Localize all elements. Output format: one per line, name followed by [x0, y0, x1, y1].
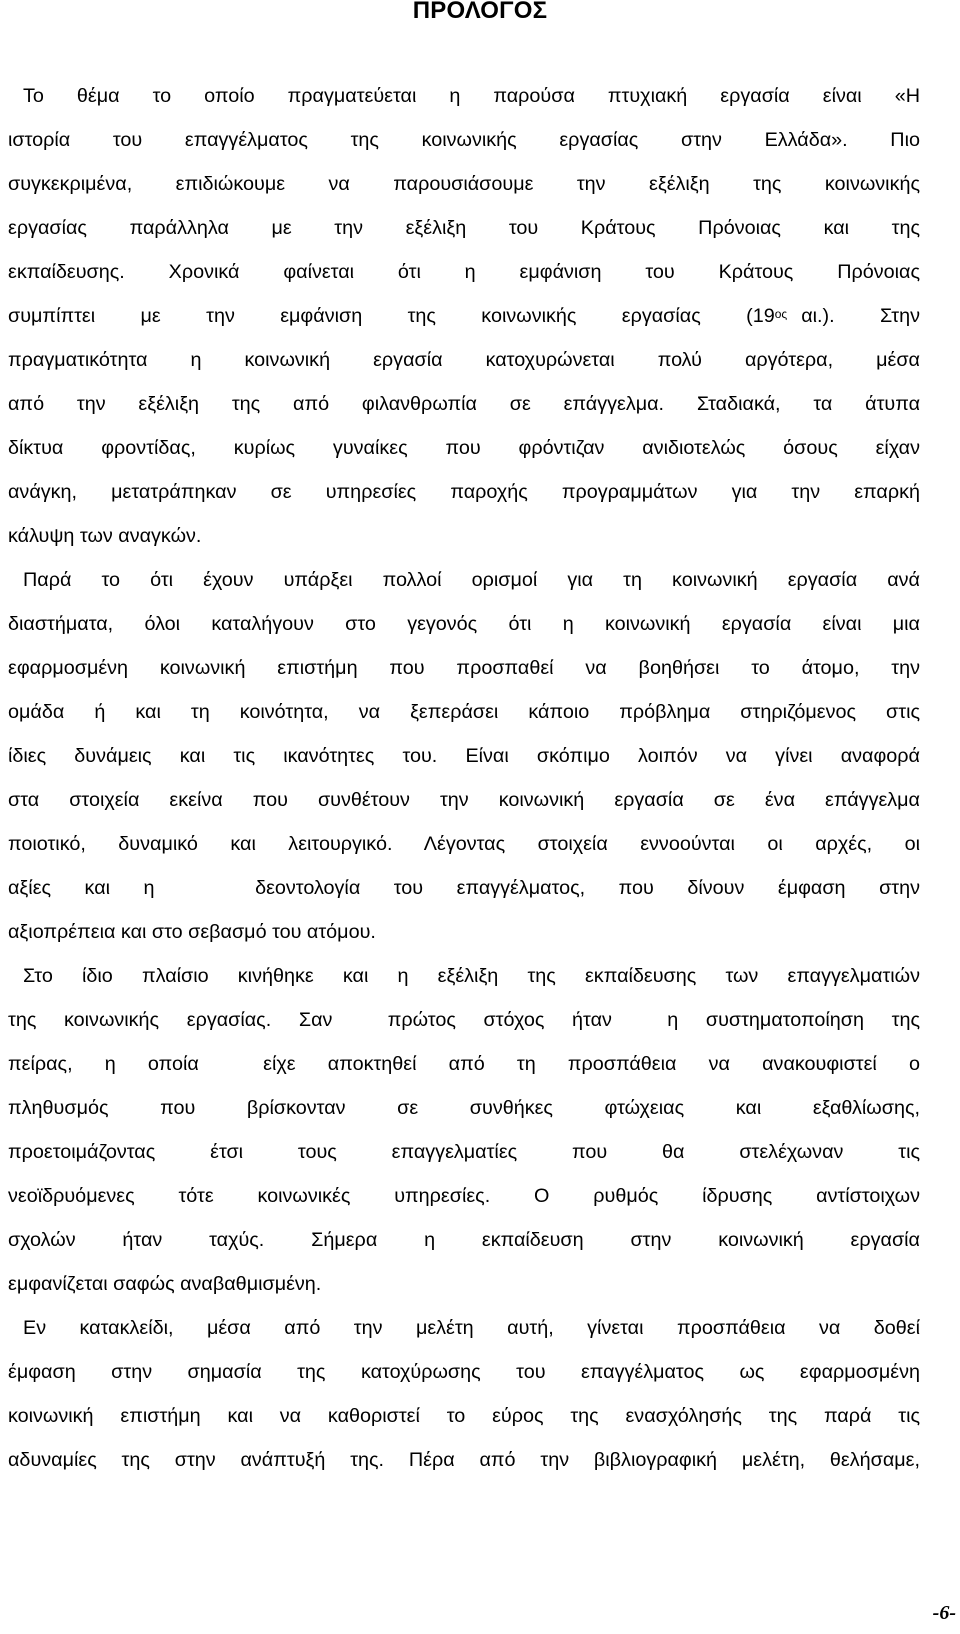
text-line: προετοιμάζοντας έτσι τους επαγγελματίες που θα στελέχωναν τις: [8, 1141, 920, 1163]
text-line: εργασίας παράλληλα με την εξέλιξη του Κράτους Πρόνοιας και της: [8, 217, 920, 239]
text-line: έμφαση στην σημασία της κατοχύρωσης του επαγγέλματος ως εφαρμοσμένη: [8, 1361, 920, 1383]
text-segment: συμπίπτει με την εμφάνιση της κοινωνικής εργασίας (19: [8, 305, 775, 327]
text-line: στα στοιχεία εκείνα που συνθέτουν την κοινωνική εργασία σε ένα επάγγελμα: [8, 789, 920, 811]
text-line: αξίες και η δεοντολογία του επαγγέλματος, που δίνουν έμφαση στην: [8, 877, 920, 899]
page-title: ΠΡΟΛΟΓΟΣ: [412, 0, 548, 24]
page-number: -6-: [932, 1602, 956, 1624]
text-line: δίκτυα φροντίδας, κυρίως γυναίκες που φρόντιζαν ανιδιοτελώς όσους είχαν: [8, 437, 920, 459]
text-line: Εν κατακλείδι, μέσα από την μελέτη αυτή, γίνεται προσπάθεια να δοθεί: [23, 1317, 920, 1339]
text-line: κοινωνική επιστήμη και να καθοριστεί το εύρος της ενασχόλησής της παρά τις: [8, 1405, 920, 1427]
text-line: αδυναμίες της στην ανάπτυξή της. Πέρα από την βιβλιογραφική μελέτη, θελήσαμε,: [8, 1449, 920, 1471]
superscript-ordinal: ος: [774, 307, 788, 321]
text-line: πληθυσμός που βρίσκονταν σε συνθήκες φτώχειας και εξαθλίωσης,: [8, 1097, 920, 1119]
text-line: Παρά το ότι έχουν υπάρξει πολλοί ορισμοί για τη κοινωνική εργασία ανά: [23, 569, 920, 591]
text-line: της κοινωνικής εργασίας. Σαν πρώτος στόχος ήταν η συστηματοποίηση της: [8, 1009, 920, 1031]
text-line: διαστήματα, όλοι καταλήγουν στο γεγονός ότι η κοινωνική εργασία είναι μια: [8, 613, 920, 635]
text-line: Στο ίδιο πλαίσιο κινήθηκε και η εξέλιξη της εκπαίδευσης των επαγγελματιών: [23, 965, 920, 987]
text-line: σχολών ήταν ταχύς. Σήμερα η εκπαίδευση στην κοινωνική εργασία: [8, 1229, 920, 1251]
text-line: αξιοπρέπεια και στο σεβασμό του ατόμου.: [8, 921, 376, 943]
text-line-with-superscript: [8, 294, 920, 338]
text-line: ανάγκη, μετατράπηκαν σε υπηρεσίες παροχής προγραμμάτων για την επαρκή: [8, 481, 920, 503]
text-line: πραγματικότητα η κοινωνική εργασία κατοχυρώνεται πολύ αργότερα, μέσα: [8, 349, 920, 371]
paragraph-2: [8, 558, 920, 954]
document-body: [8, 74, 920, 1482]
text-line: ιστορία του επαγγέλματος της κοινωνικής εργασίας στην Ελλάδα». Πιο: [8, 129, 920, 151]
text-line: εκπαίδευσης. Χρονικά φαίνεται ότι η εμφάνιση του Κράτους Πρόνοιας: [8, 261, 920, 283]
text-line: εφαρμοσμένη κοινωνική επιστήμη που προσπαθεί να βοηθήσει το άτομο, την: [8, 657, 920, 679]
text-segment: αι.). Στην: [801, 305, 920, 327]
text-line: ποιοτικό, δυναμικό και λειτουργικό. Λέγοντας στοιχεία εννοούνται οι αρχές, οι: [8, 833, 920, 855]
text-line: ίδιες δυνάμεις και τις ικανότητες του. Είναι σκόπιμο λοιπόν να γίνει αναφορά: [8, 745, 920, 767]
text-line: από την εξέλιξη της από φιλανθρωπία σε επάγγελμα. Σταδιακά, τα άτυπα: [8, 393, 920, 415]
text-line: ομάδα ή και τη κοινότητα, να ξεπεράσει κάποιο πρόβλημα στηριζόμενος στις: [8, 701, 920, 723]
text-line: εμφανίζεται σαφώς αναβαθμισμένη.: [8, 1273, 322, 1295]
text-line: συγκεκριμένα, επιδιώκουμε να παρουσιάσουμε την εξέλιξη της κοινωνικής: [8, 173, 920, 195]
text-line: πείρας, η οποία είχε αποκτηθεί από τη προσπάθεια να ανακουφιστεί ο: [8, 1053, 920, 1075]
text-line: Το θέμα το οποίο πραγματεύεται η παρούσα πτυχιακή εργασία είναι «Η: [23, 85, 920, 107]
text-line: κάλυψη των αναγκών.: [8, 525, 202, 547]
paragraph-1: [8, 74, 920, 558]
paragraph-4: [8, 1306, 920, 1482]
text-line: νεοϊδρυόμενες τότε κοινωνικές υπηρεσίες. Ο ρυθμός ίδρυσης αντίστοιχων: [8, 1185, 920, 1207]
paragraph-3: [8, 954, 920, 1306]
